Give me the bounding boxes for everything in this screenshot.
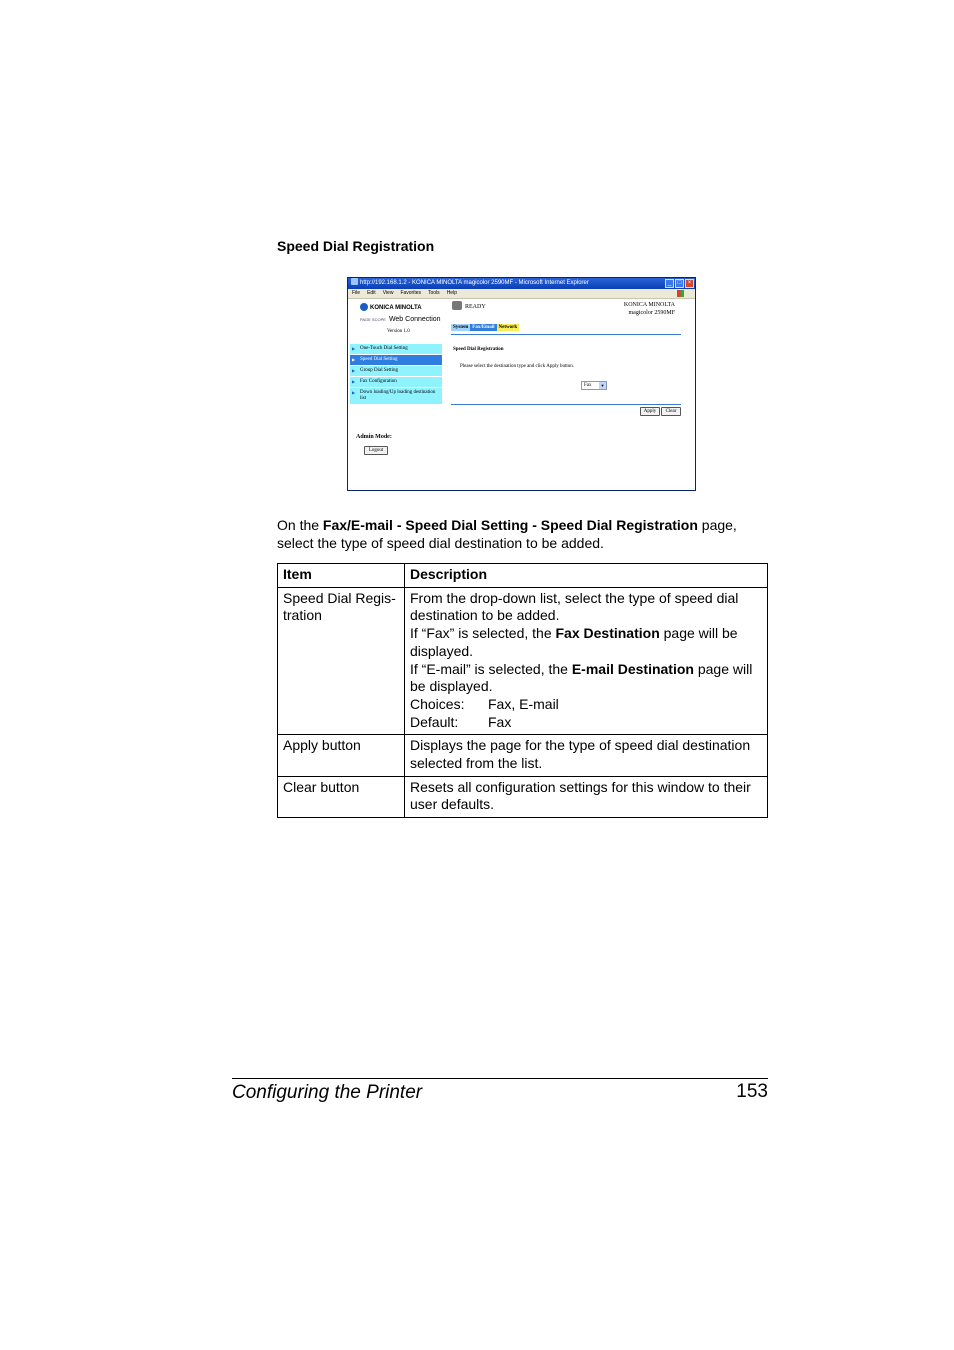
content-divider (451, 404, 681, 405)
row-item: Apply button (278, 735, 405, 776)
admin-mode-label: Admin Mode: (356, 434, 392, 440)
menu-file[interactable]: File (352, 290, 361, 296)
nav-download-upload[interactable]: ▶ Down loading/Up loading destination list (350, 388, 442, 404)
web-connection-screenshot (347, 277, 696, 491)
row-description: Displays the page for the type of speed dial destination selected from the list. (405, 735, 768, 776)
top-tabs (451, 324, 519, 331)
destination-type-select[interactable]: Fax ▼ (581, 381, 607, 390)
tab-system[interactable]: System (453, 325, 469, 330)
section-title: Speed Dial Registration (277, 238, 435, 254)
minimize-icon[interactable]: _ (665, 279, 674, 288)
table-header-row (278, 564, 768, 588)
menu-edit[interactable]: Edit (367, 290, 376, 296)
header-description: Description (405, 564, 768, 588)
menu-help[interactable]: Help (446, 290, 457, 296)
browser-icon (351, 278, 358, 285)
clear-button[interactable]: Clear (661, 407, 681, 416)
row-item: Clear button (278, 776, 405, 817)
left-nav (350, 344, 442, 405)
menu-tools[interactable]: Tools (428, 290, 440, 296)
window-titlebar (348, 278, 695, 289)
header-item: Item (278, 564, 405, 588)
window-title: http://192.168.1.2 - KONICA MINOLTA magicolor 2590MF - Microsoft Internet Explorer (360, 280, 589, 286)
maximize-icon[interactable]: □ (675, 279, 684, 288)
table-row (278, 776, 768, 817)
windows-flag-icon (677, 290, 684, 297)
menu-view[interactable]: View (382, 290, 394, 296)
row-description: From the drop-down list, select the type of speed dial destination to be added. If “Fax” is selected, the Fax Destination page will be displayed. If “E-mail” is selected, the E-mail Destination page will be displayed. Choices: Fax, E-mail Default: Fax (405, 587, 768, 735)
footer-title: Configuring the Printer (232, 1082, 423, 1103)
footer-rule (232, 1078, 768, 1079)
chevron-down-icon: ▼ (600, 383, 605, 388)
printer-icon (452, 301, 462, 310)
nav-fax-configuration[interactable]: ▶ Fax Configuration (350, 377, 442, 387)
nav-group-dial[interactable]: ▶ Group Dial Setting (350, 366, 442, 376)
menu-bar (348, 289, 695, 299)
instruction-text: Please select the destination type and click Apply button. (460, 364, 575, 369)
konica-minolta-logo: KONICA MINOLTA (360, 303, 422, 311)
logo-globe-icon (360, 303, 368, 311)
tab-fax-email[interactable]: Fax/Email (472, 325, 495, 330)
row-item: Speed Dial Regis-tration (278, 587, 405, 735)
printer-status: READY (452, 301, 486, 310)
table-row (278, 587, 768, 735)
tab-divider (451, 334, 681, 335)
page-heading: Speed Dial Registration (453, 347, 504, 352)
brand-model: KONICA MINOLTA magicolor 2590MF (623, 302, 675, 316)
close-icon[interactable]: × (685, 279, 694, 288)
page-number: 153 (736, 1081, 768, 1102)
nav-one-touch-dial[interactable]: ▶ One-Touch Dial Setting (350, 344, 442, 354)
nav-speed-dial[interactable]: ▶ Speed Dial Setting (350, 355, 442, 365)
tab-network[interactable]: Network (498, 325, 518, 330)
logout-button[interactable]: Logout (364, 446, 388, 455)
intro-paragraph: On the Fax/E-mail - Speed Dial Setting - Speed Dial Registration page, select the type of speed dial destination to be added. (277, 517, 737, 551)
row-description: Resets all configuration settings for this window to their user defaults. (405, 776, 768, 817)
menu-favorites[interactable]: Favorites (400, 290, 421, 296)
apply-button[interactable]: Apply (640, 407, 660, 416)
version-label: Version 1.0 (387, 329, 410, 334)
table-row (278, 735, 768, 776)
web-connection-label: PAGE SCOPE Web Connection (360, 316, 441, 323)
description-table (277, 563, 768, 818)
